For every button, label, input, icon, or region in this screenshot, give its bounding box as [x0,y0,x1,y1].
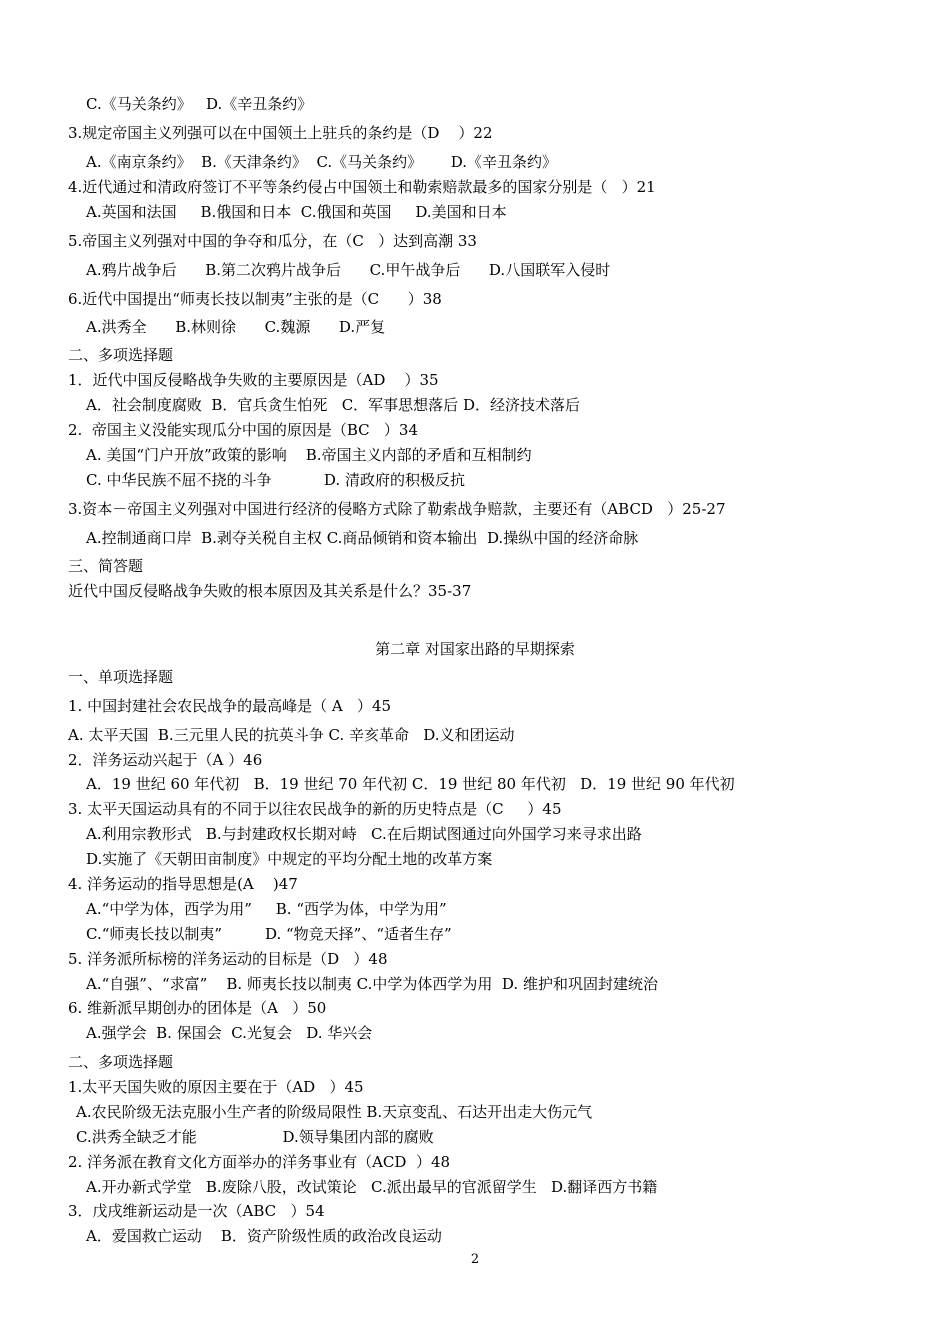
question-line: 1.太平天国失败的原因主要在于（AD ）45 [68,1078,364,1096]
question-line: 3. 太平天国运动具有的不同于以往农民战争的新的历史特点是（C ）45 [68,800,562,818]
question-line: 1．近代中国反侵略战争失败的主要原因是（AD ）35 [68,371,439,389]
option-line: A.农民阶级无法克服小生产者的阶级局限性 B.天京变乱、石达开出走大伤元气 [76,1103,593,1121]
option-line: A.利用宗教形式 B.与封建政权长期对峙 C.在后期试图通过向外国学习来寻求出路 [86,825,642,843]
option-line: A.强学会 B. 保国会 C.光复会 D. 华兴会 [86,1024,373,1042]
section-heading: 二、多项选择题 [68,1053,174,1071]
question-line: 4.近代通过和清政府签订不平等条约侵占中国领土和勒索赔款最多的国家分别是（ ）21 [68,178,656,196]
question-line: 6.近代中国提出“师夷长技以制夷”主张的是（C ）38 [68,290,442,308]
option-line: A.控制通商口岸 B.剥夺关税自主权 C.商品倾销和资本输出 D.操纵中国的经济命脉 [86,529,639,547]
question-line: 2. 帝国主义没能实现瓜分中国的原因是（BC ）34 [68,421,419,439]
option-line: A.鸦片战争后 B.第二次鸦片战争后 C.甲午战争后 D.八国联军入侵时 [86,261,611,279]
option-line: A.“自强”、“求富” B. 师夷长技以制夷 C.中学为体西学为用 D. 维护和巩固封建统治 [86,975,658,993]
question-line: 5. 洋务派所标榜的洋务运动的目标是（D ）48 [68,950,388,968]
chapter-title: 第二章 对国家出路的早期探索 [375,640,575,658]
question-line: 2．洋务运动兴起于（A ）46 [68,751,263,769]
section-heading: 一、单项选择题 [68,668,174,686]
option-line: C.洪秀全缺乏才能 D.领导集团内部的腐败 [76,1128,434,1146]
question-line: 6. 维新派早期创办的团体是（A ）50 [68,999,327,1017]
section-heading: 三、简答题 [68,557,144,575]
option-line: A．19 世纪 60 年代初 B．19 世纪 70 年代初 C．19 世纪 80 年代初 D．19 世纪 90 年代初 [86,775,735,793]
option-line: D.实施了《天朝田亩制度》中规定的平均分配土地的改革方案 [86,850,493,868]
question-line: 1. 中国封建社会农民战争的最高峰是（ A ）45 [68,697,392,715]
option-line: C.“师夷长技以制夷” D. “物竞天择”、“适者生存” [86,925,452,943]
option-line: A. 太平天国 B.三元里人民的抗英斗争 C. 辛亥革命 D.义和团运动 [68,726,515,744]
option-line: A.“中学为体，西学为用” B. “西学为体，中学为用” [86,900,447,918]
option-line: A.英国和法国 B.俄国和日本 C.俄国和英国 D.美国和日本 [86,203,507,221]
option-line: A．社会制度腐败 B．官兵贪生怕死 C．军事思想落后 D．经济技术落后 [86,396,580,414]
question-line: 3.规定帝国主义列强可以在中国领土上驻兵的条约是（D ）22 [68,124,493,142]
option-line: A.《南京条约》 B.《天津条约》 C.《马关条约》 D.《辛丑条约》 [86,153,558,171]
question-line: 3．戊戌维新运动是一次（ABC ）54 [68,1202,325,1220]
question-line: 4. 洋务运动的指导思想是(A )47 [68,875,298,893]
section-heading: 二、多项选择题 [68,346,174,364]
question-line: 5.帝国主义列强对中国的争夺和瓜分，在（C ）达到高潮 33 [68,232,477,250]
question-line: 3.资本－帝国主义列强对中国进行经济的侵略方式除了勒索战争赔款，主要还有（ABCD ）25-27 [68,500,726,518]
question-line: 近代中国反侵略战争失败的根本原因及其关系是什么？35-37 [68,582,472,600]
option-line: A.开办新式学堂 B.废除八股，改试策论 C.派出最早的官派留学生 D.翻译西方书籍 [86,1178,658,1196]
question-line: 2. 洋务派在教育文化方面举办的洋务事业有（ACD ）48 [68,1153,451,1171]
option-line: C.《马关条约》 D.《辛丑条约》 [86,95,313,113]
option-line: A．爱国救亡运动 B．资产阶级性质的政治改良运动 [86,1227,442,1245]
option-line: A. 美国“门户开放”政策的影响 B.帝国主义内部的矛盾和互相制约 [86,446,532,464]
option-line: C. 中华民族不屈不挠的斗争 D. 清政府的积极反抗 [86,471,465,489]
option-line: A.洪秀全 B.林则徐 C.魏源 D.严复 [86,318,386,336]
page-number: 2 [470,1252,480,1267]
